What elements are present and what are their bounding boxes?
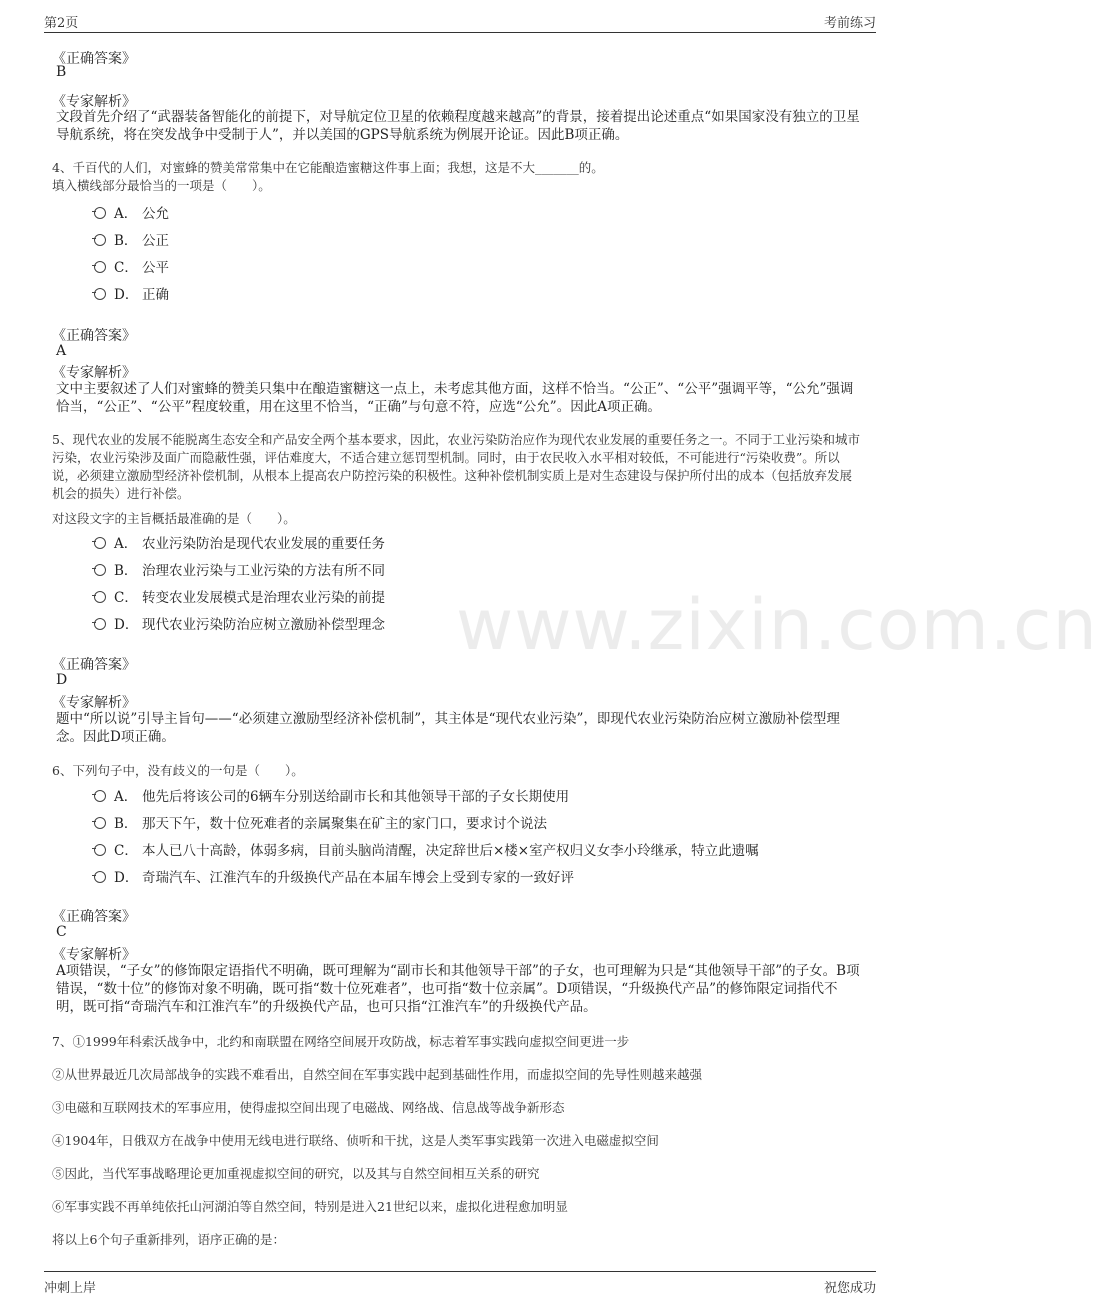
analysis-heading: 《专家解析》 (52, 94, 136, 110)
question-stem: 4、千百代的人们，对蜜蜂的赞美常常集中在它能酿造蜜糖这件事上面；我想，这是不大_______的。 (52, 160, 604, 175)
answer-heading: 《正确答案》 (52, 51, 136, 67)
question-stem: 6、下列句子中，没有歧义的一句是（ ）。 (52, 763, 304, 778)
option-b[interactable]: B． 公正 (94, 229, 169, 249)
radio-icon[interactable] (94, 564, 106, 576)
sentence-3: ③电磁和互联网技术的军事应用，使得虚拟空间出现了电磁战、网络战、信息战等战争新形态 (52, 1100, 565, 1115)
analysis-heading: 《专家解析》 (52, 947, 136, 963)
question-prompt: 对这段文字的主旨概括最准确的是（ ）。 (52, 511, 296, 526)
option-d[interactable]: D． 正确 (94, 283, 169, 303)
question-prompt: 将以上6个句子重新排列，语序正确的是： (52, 1232, 285, 1247)
option-b[interactable]: B． 那天下午，数十位死难者的亲属聚集在矿主的家门口，要求讨个说法 (94, 812, 547, 832)
footer-left-text: 冲刺上岸 (44, 1281, 97, 1296)
correct-answer: A (56, 343, 67, 359)
radio-icon[interactable] (94, 591, 106, 603)
sentence-5: ⑤因此，当代军事战略理论更加重视虚拟空间的研究，以及其与自然空间相互关系的研究 (52, 1166, 540, 1181)
watermark: www.zixin.com.cn (456, 584, 1098, 666)
radio-icon[interactable] (94, 207, 106, 219)
radio-icon[interactable] (94, 261, 106, 273)
page-footer (44, 1271, 876, 1298)
correct-answer: D (56, 672, 68, 688)
option-a[interactable]: A． 农业污染防治是现代农业发展的重要任务 (94, 532, 385, 552)
sentence-4: ④1904年，日俄双方在战争中使用无线电进行联络、侦听和干扰，这是人类军事实践第一次进入电磁虚拟空间 (52, 1133, 659, 1148)
question-stem: 5、现代农业的发展不能脱离生态安全和产品安全两个基本要求，因此，农业污染防治应作为现代农业发展的重要任务之一。不同于工业污染和城市污染，农业污染涉及面广而隐蔽性强，评估难度大，不适合建立惩罚型机制。同时，由于农民收入水平相对较低，不可能进行“污染收费”。所以说，必须建立激励型经济补偿机制，从根本上提高农户防控污染的积极性。这种补偿机制实质上是对生态建设与保护所付出的成本（包括放弃发展机会的损失）进行补偿。 (52, 432, 860, 501)
radio-icon[interactable] (94, 871, 106, 883)
radio-icon[interactable] (94, 288, 106, 300)
analysis-text: A项错误，“子女”的修饰限定语指代不明确，既可理解为“副市长和其他领导干部”的子女，也可理解为只是“其他领导干部”的子女。B项错误，“数十位”的修饰对象不明确，既可指“数十位死难者”，也可指“数十位亲属”。D项错误，“升级换代产品”的修饰限定词指代不明，既可指“奇瑞汽车和江淮汽车”的升级换代产品，也可只指“江淮汽车”的升级换代产品。 (56, 963, 860, 1015)
page-header (44, 8, 876, 33)
radio-icon[interactable] (94, 817, 106, 829)
radio-icon[interactable] (94, 790, 106, 802)
analysis-text: 题中“所以说”引导主旨句——“必须建立激励型经济补偿机制”，其主体是“现代农业污染”，即现代农业污染防治应树立激励补偿型理念。因此D项正确。 (56, 711, 840, 745)
analysis-heading: 《专家解析》 (52, 695, 136, 711)
analysis-text: 文中主要叙述了人们对蜜蜂的赞美只集中在酿造蜜糖这一点上，未考虑其他方面，这样不恰当。“公正”、“公平”强调平等，“公允”强调恰当，“公正”、“公平”程度较重，用在这里不恰当，“正确”与句意不符，应选“公允”。因此A项正确。 (56, 381, 854, 415)
option-a[interactable]: A． 他先后将该公司的6辆车分别送给副市长和其他领导干部的子女长期使用 (94, 785, 569, 805)
answer-heading: 《正确答案》 (52, 909, 136, 925)
answer-heading: 《正确答案》 (52, 657, 136, 673)
option-d[interactable]: D． 现代农业污染防治应树立激励补偿型理念 (94, 613, 385, 633)
radio-icon[interactable] (94, 537, 106, 549)
correct-answer: C (56, 924, 67, 940)
question-prompt: 填入横线部分最恰当的一项是（ ）。 (52, 178, 271, 193)
header-label: 考前练习 (823, 16, 876, 31)
sentence-1: 7、①1999年科索沃战争中，北约和南联盟在网络空间展开攻防战，标志着军事实践向虚拟空间更进一步 (52, 1034, 630, 1049)
answer-heading: 《正确答案》 (52, 328, 136, 344)
correct-answer: B (56, 64, 67, 80)
option-b[interactable]: B． 治理农业污染与工业污染的方法有所不同 (94, 559, 385, 579)
page-number: 第2页 (44, 16, 79, 31)
option-c[interactable]: C． 转变农业发展模式是治理农业污染的前提 (94, 586, 385, 606)
sentence-2: ②从世界最近几次局部战争的实践不难看出，自然空间在军事实践中起到基础性作用，而虚拟空间的先导性则越来越强 (52, 1067, 703, 1082)
option-c[interactable]: C． 本人已八十高龄，体弱多病，目前头脑尚清醒，决定辞世后×楼×室产权归义女李小玲继承，特立此遗嘱 (94, 839, 759, 859)
radio-icon[interactable] (94, 844, 106, 856)
footer-right-text: 祝您成功 (823, 1281, 876, 1296)
option-c[interactable]: C． 公平 (94, 256, 169, 276)
analysis-text: 文段首先介绍了“武器装备智能化的前提下，对导航定位卫星的依赖程度越来越高”的背景，接着提出论述重点“如果国家没有独立的卫星导航系统，将在突发战争中受制于人”，并以美国的GPS导航系统为例展开论证。因此B项正确。 (56, 109, 860, 143)
option-a[interactable]: A． 公允 (94, 202, 169, 222)
radio-icon[interactable] (94, 618, 106, 630)
option-d[interactable]: D． 奇瑞汽车、江淮汽车的升级换代产品在本届车博会上受到专家的一致好评 (94, 866, 574, 886)
sentence-6: ⑥军事实践不再单纯依托山河湖泊等自然空间，特别是进入21世纪以来，虚拟化进程愈加明显 (52, 1199, 568, 1214)
radio-icon[interactable] (94, 234, 106, 246)
analysis-heading: 《专家解析》 (52, 365, 136, 381)
